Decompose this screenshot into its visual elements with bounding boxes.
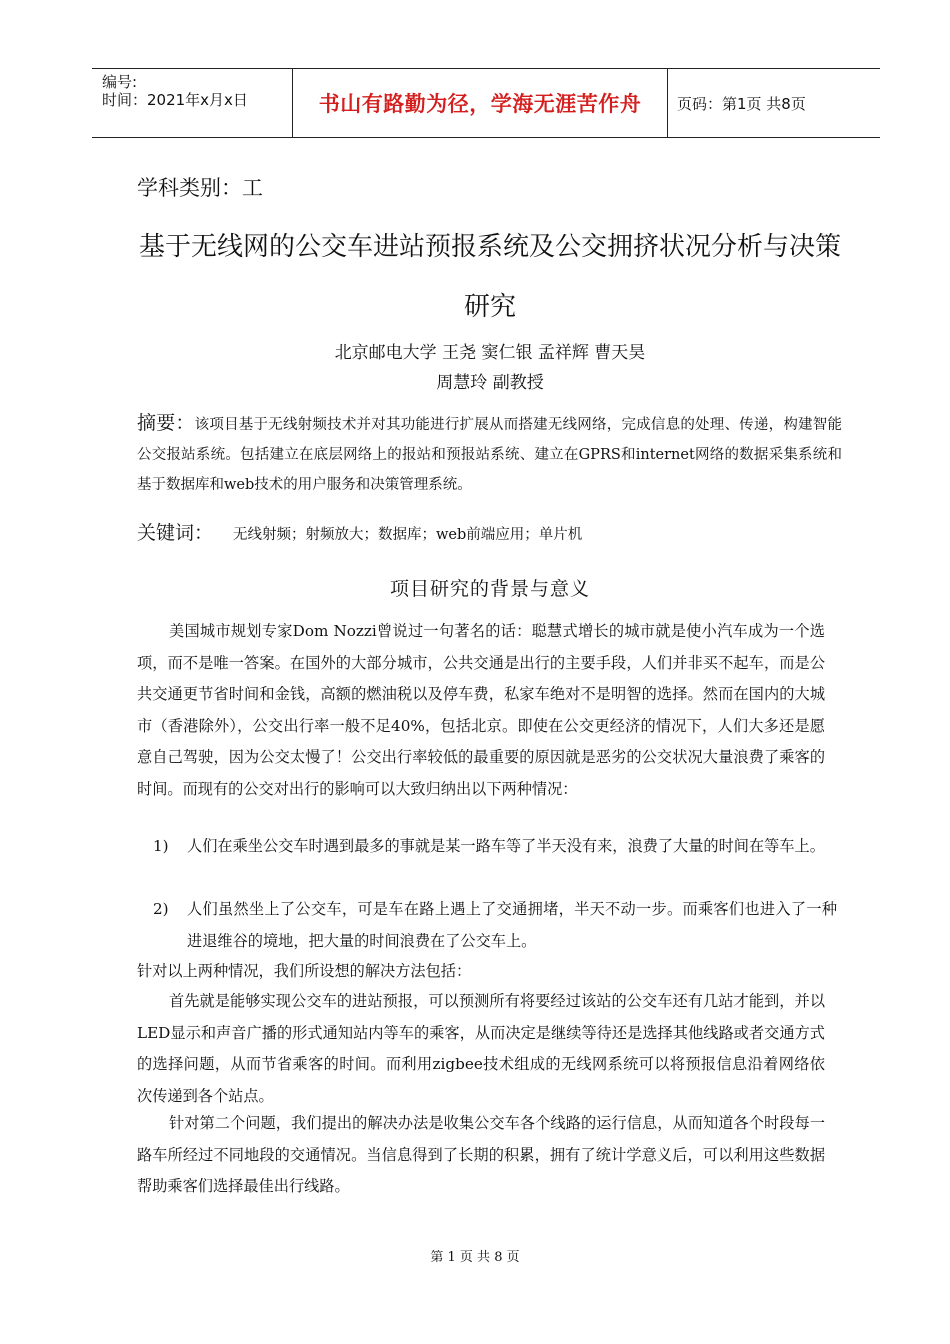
paragraph-solution-one: 首先就是能够实现公交车的进站预报，可以预测所有将要经过该站的公交车还有几站才能到，并以LED显示和声音广播的形式通知站内等车的乘客，从而决定是继续等待还是选择其他线路或者交通方式的选择问题，从而节省乘客的时间。而利用zigbee技术组成的无线网系统可以将预报信息沿着网络依次传递到各个站点。 (137, 992, 825, 1105)
abstract-label: 摘要： (137, 412, 195, 434)
keywords (137, 518, 582, 545)
header-motto: 书山有路勤为径，学海无涯苦作舟 (318, 92, 642, 116)
list-item-number: 1) (153, 837, 169, 855)
header-page-cell (667, 69, 880, 137)
paper-title-line1: 基于无线网的公交车进站预报系统及公交拥挤状况分析与决策 (138, 232, 841, 262)
keywords-label: 关键词： (137, 522, 214, 544)
keywords-text: 无线射频；射频放大；数据库；web前端应用；单片机 (233, 527, 583, 543)
header-motto-cell (292, 69, 668, 137)
document-header (92, 68, 880, 138)
list-item (137, 831, 837, 863)
number-label: 编号: (102, 73, 138, 91)
paragraph-solutions-intro: 针对以上两种情况，我们所设想的解决方法包括： (137, 962, 472, 980)
page-footer: 第 1 页 共 8 页 (430, 1250, 520, 1265)
list-item (137, 894, 837, 957)
header-page-info: 页码：第1页 共8页 (677, 94, 806, 113)
time-label: 时间：2021年x月x日 (102, 91, 248, 109)
abstract-text: 该项目基于无线射频技术并对其功能进行扩展从而搭建无线网络，完成信息的处理、传递，构建智能公交报站系统。包括建立在底层网络上的报站和预报站系统、建立在GPRS和internet网络的数据采集系统和基于数据库和web技术的用户服务和决策管理系统。 (137, 417, 842, 493)
abstract (137, 408, 842, 500)
list-item-text: 人们在乘坐公交车时遇到最多的事就是某一路车等了半天没有来，浪费了大量的时间在等车上。 (187, 837, 825, 855)
list-item-text: 人们虽然坐上了公交车，可是车在路上遇上了交通拥堵，半天不动一步。而乘客们也进入了一种进退维谷的境地，把大量的时间浪费在了公交车上。 (187, 900, 837, 950)
section-title: 项目研究的背景与意义 (389, 578, 590, 600)
paper-title-line2: 研究 (463, 292, 516, 322)
authors-line1: 北京邮电大学 王尧 窦仁银 孟祥辉 曹天昊 (334, 343, 646, 363)
list-item-number: 2) (153, 900, 169, 918)
paragraph-background: 美国城市规划专家Dom Nozzi曾说过一句著名的话：聪慧式增长的城市就是使小汽车成为一个选项，而不是唯一答案。在国外的大部分城市，公共交通是出行的主要手段，人们并非买不起车，而是公共交通更节省时间和金钱，高额的燃油税以及停车费，私家车绝对不是明智的选择。然而在国内的大城市（香港除外），公交出行率一般不足40%，包括北京。即使在公交更经济的情况下，人们大多还是愿意自己驾驶，因为公交太慢了！公交出行率较低的最重要的原因就是恶劣的公交状况大量浪费了乘客的时间。而现有的公交对出行的影响可以大致归纳出以下两种情况： (137, 622, 825, 798)
paragraph-solution-two: 针对第二个问题，我们提出的解决办法是收集公交车各个线路的运行信息，从而知道各个时段每一路车所经过不同地段的交通情况。当信息得到了长期的积累，拥有了统计学意义后，可以利用这些数据帮助乘客们选择最佳出行线路。 (137, 1114, 825, 1196)
subject-category: 学科类别：工 (137, 176, 263, 200)
authors-line2: 周慧玲 副教授 (436, 373, 544, 393)
header-meta-cell (92, 69, 292, 137)
